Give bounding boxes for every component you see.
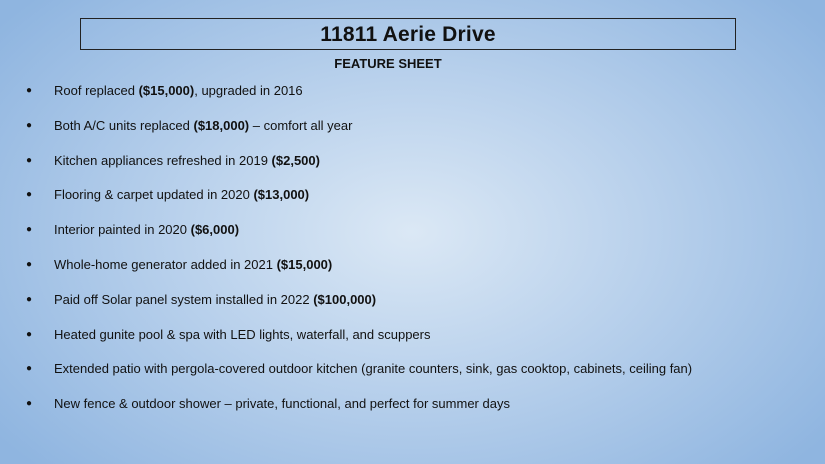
bullet-icon: ●: [26, 224, 33, 236]
feature-text-plain: Interior painted in 2020: [54, 222, 191, 238]
feature-text: [54, 255, 332, 275]
bullet-icon: ●: [26, 398, 33, 410]
feature-text-plain: Flooring & carpet updated in 2020: [54, 187, 254, 203]
feature-text: [54, 81, 303, 101]
feature-price: ($15,000): [276, 256, 333, 272]
feature-text-plain: Paid off Solar panel system installed in 2022: [54, 291, 314, 307]
feature-price: ($6,000): [190, 222, 240, 238]
feature-text-plain: Heated gunite pool & spa with LED lights, waterfall, and scuppers: [54, 326, 431, 342]
feature-text-plain: New fence & outdoor shower – private, functional, and perfect for summer days: [54, 396, 510, 412]
feature-price: ($100,000): [313, 291, 377, 307]
feature-price: ($13,000): [253, 187, 310, 203]
feature-text-plain: Kitchen appliances refreshed in 2019: [54, 152, 272, 168]
bullet-icon: ●: [26, 328, 33, 340]
feature-text: [54, 325, 431, 345]
feature-text: [54, 290, 376, 310]
feature-text: [54, 185, 309, 205]
feature-price: ($18,000): [193, 117, 250, 133]
page-title: 11811 Aerie Drive: [320, 23, 496, 46]
feature-text: [54, 394, 510, 414]
feature-text-plain: Roof replaced: [54, 83, 139, 98]
feature-text: [54, 116, 352, 136]
title-box: [80, 18, 736, 50]
page-subtitle: FEATURE SHEET: [334, 56, 442, 71]
feature-text-tail: – comfort all year: [249, 117, 353, 133]
bullet-icon: ●: [26, 258, 33, 270]
feature-text-plain: Whole-home generator added in 2021: [54, 256, 277, 272]
bullet-icon: ●: [26, 293, 33, 305]
feature-text: [54, 220, 239, 240]
feature-text-plain: Both A/C units replaced: [54, 117, 194, 133]
feature-text: [54, 359, 692, 379]
feature-text: [54, 151, 320, 171]
bullet-icon: ●: [26, 85, 33, 96]
feature-text-tail: , upgraded in 2016: [194, 83, 303, 98]
bullet-icon: ●: [26, 154, 33, 166]
bullet-icon: ●: [26, 119, 33, 131]
feature-text-plain: Extended patio with pergola-covered outdoor kitchen (granite counters, sink, gas cooktop, cabinets, ceiling fan): [54, 361, 693, 377]
bullet-icon: ●: [26, 363, 33, 375]
feature-price: ($2,500): [271, 152, 320, 168]
bullet-icon: ●: [26, 189, 33, 201]
feature-price: ($15,000): [138, 83, 195, 98]
